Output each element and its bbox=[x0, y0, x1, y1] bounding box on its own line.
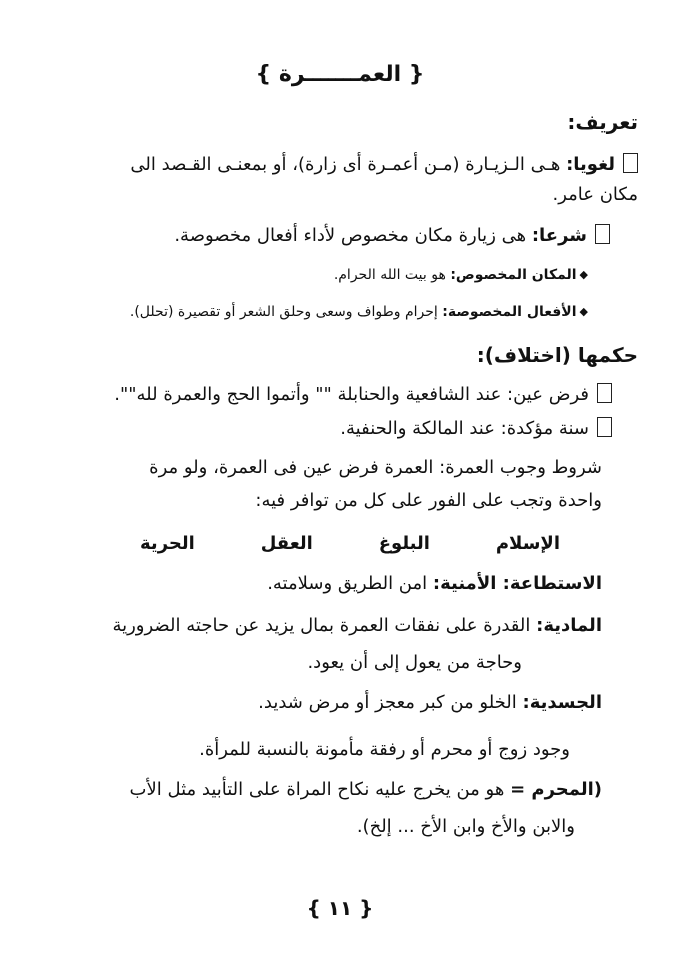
ability-security bbox=[0, 573, 602, 594]
ruling-item-2 bbox=[0, 417, 612, 439]
physical-label: الجسدية: bbox=[522, 692, 602, 713]
pillar-freedom: الحرية bbox=[140, 533, 195, 554]
page-title: { العمـــــــرة } bbox=[255, 62, 425, 87]
conditions-pillars bbox=[140, 533, 560, 554]
linguistic-text-2: مكان عامر. bbox=[552, 184, 638, 205]
material-label: المادية: bbox=[536, 615, 602, 636]
ability-material-line-1 bbox=[0, 615, 602, 636]
conditions-line-1: شروط وجوب العمرة: العمرة فرض عين فى العمرة، ولو مرة bbox=[149, 457, 602, 478]
pillar-islam: الإسلام bbox=[495, 533, 560, 554]
place-definition bbox=[0, 267, 588, 283]
shari-text: هى زيارة مكان مخصوص لأداء أفعال مخصوصة. bbox=[174, 225, 527, 246]
security-label: الاستطاعة: الأمنية: bbox=[432, 573, 602, 594]
diamond-bullet-icon: ◆ bbox=[579, 305, 588, 318]
diamond-bullet-icon: ◆ bbox=[579, 268, 588, 281]
acts-definition bbox=[0, 304, 588, 320]
linguistic-definition-line-1 bbox=[0, 153, 638, 175]
ruling-heading: حكمها (اختلاف): bbox=[476, 343, 638, 367]
ruling-item-2-text: سنة مؤكدة: عند المالكة والحنفية. bbox=[340, 418, 589, 439]
security-text: امن الطريق وسلامته. bbox=[267, 573, 428, 594]
ability-physical bbox=[0, 692, 602, 713]
ruling-item-1-text: فرض عين: عند الشافعية والحنابلة "" وأتموا الحج والعمرة لله"". bbox=[114, 384, 589, 405]
pillar-sanity: العقل bbox=[260, 533, 313, 554]
woman-condition: وجود زوج أو محرم أو رفقة مأمونة بالنسبة للمرأة. bbox=[199, 739, 570, 760]
shari-label: شرعا: bbox=[531, 225, 587, 246]
pillar-puberty: البلوغ bbox=[378, 533, 430, 554]
mahram-text-1: هو من يخرج عليه نكاح المراة على التأبيد مثل الأب bbox=[129, 779, 505, 800]
acts-label: الأفعال المخصوصة: bbox=[442, 304, 577, 320]
mahram-line-1 bbox=[0, 779, 602, 800]
conditions-line-2: واحدة وتجب على الفور على كل من توافر فيه: bbox=[255, 490, 602, 511]
mahram-text-2: والابن والأخ وابن الأخ ... إلخ). bbox=[356, 816, 575, 837]
place-label: المكان المخصوص: bbox=[450, 267, 577, 283]
material-text-1: القدرة على نفقات العمرة بمال يزيد عن حاجته الضرورية bbox=[112, 615, 531, 636]
place-text: هو بيت الله الحرام. bbox=[333, 267, 446, 283]
mahram-label: (المحرم = bbox=[510, 779, 602, 800]
linguistic-label: لغويا: bbox=[566, 154, 615, 175]
physical-text: الخلو من كبر معجز أو مرض شديد. bbox=[258, 692, 517, 713]
checkbox-icon bbox=[595, 224, 610, 244]
ruling-item-1 bbox=[0, 383, 612, 405]
checkbox-icon bbox=[597, 383, 612, 403]
material-text-2: وحاجة من يعول إلى أن يعود. bbox=[307, 652, 522, 673]
checkbox-icon bbox=[623, 153, 638, 173]
checkbox-icon bbox=[597, 417, 612, 437]
acts-text: إحرام وطواف وسعى وحلق الشعر أو تقصيرة (تحلل). bbox=[129, 304, 438, 320]
linguistic-text-1: هـى الـزيـارة (مـن أعمـرة أى زارة)، أو بمعنـى القـصد الى bbox=[130, 154, 561, 175]
definition-heading: تعريف: bbox=[567, 110, 638, 134]
page-number: { ١١ } bbox=[306, 896, 374, 920]
shari-definition bbox=[0, 224, 610, 246]
